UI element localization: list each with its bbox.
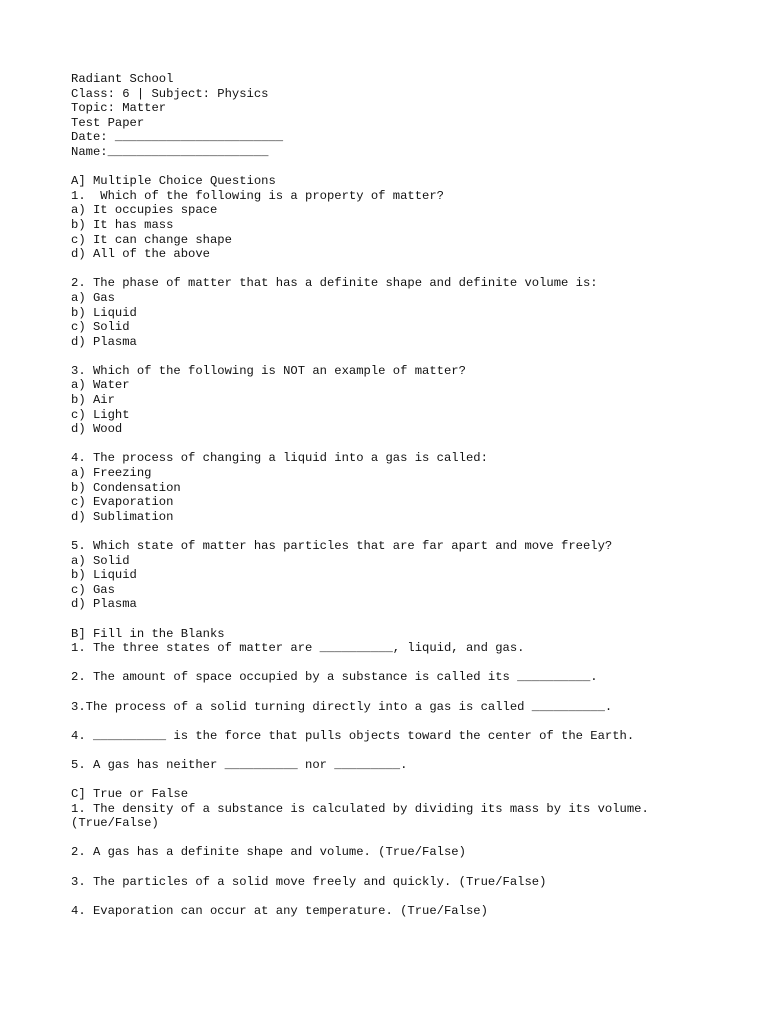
mcq-option: b) Condensation xyxy=(71,480,181,495)
school-name: Radiant School xyxy=(71,72,174,86)
paper-type: Test Paper xyxy=(71,115,145,130)
section-a-title: A] Multiple Choice Questions xyxy=(71,174,276,189)
mcq-question: 4. The process of changing a liquid into a gas is called: xyxy=(71,451,488,466)
mcq-question: 3. Which of the following is NOT an example of matter? xyxy=(71,363,466,378)
spacer xyxy=(71,889,751,904)
mcq-option: b) Liquid xyxy=(71,305,137,320)
spacer xyxy=(71,437,751,452)
spacer xyxy=(71,714,751,729)
mcq-option: c) Evaporation xyxy=(71,495,174,510)
spacer xyxy=(71,773,751,788)
mcq-option: a) Water xyxy=(71,378,130,393)
spacer xyxy=(71,743,751,758)
mcq-question: 2. The phase of matter that has a definite shape and definite volume is: xyxy=(71,276,598,291)
mcq-option: b) Air xyxy=(71,393,115,408)
true-false-item: 2. A gas has a definite shape and volume. (True/False) xyxy=(71,845,466,860)
true-false-item: 3. The particles of a solid move freely and quickly. (True/False) xyxy=(71,874,547,889)
true-false-item: 1. The density of a substance is calculated by dividing its mass by its volume. xyxy=(71,801,649,816)
section-b-title: B] Fill in the Blanks xyxy=(71,626,225,641)
spacer xyxy=(71,656,751,671)
fill-blank-item: 3.The process of a solid turning directly into a gas is called __________. xyxy=(71,699,613,714)
fill-blank-item: 1. The three states of matter are __________, liquid, and gas. xyxy=(71,641,525,656)
true-false-item: 4. Evaporation can occur at any temperature. (True/False) xyxy=(71,903,488,918)
mcq-option: d) All of the above xyxy=(71,247,210,262)
mcq-option: d) Sublimation xyxy=(71,509,174,524)
mcq-option: c) Gas xyxy=(71,582,115,597)
mcq-option: a) Freezing xyxy=(71,466,152,481)
mcq-option: a) Gas xyxy=(71,290,115,305)
name-field: Name:______________________ xyxy=(71,144,269,159)
mcq-question: 5. Which state of matter has particles that are far apart and move freely? xyxy=(71,539,613,553)
mcq-option: d) Wood xyxy=(71,422,123,437)
mcq-option: b) It has mass xyxy=(71,217,174,232)
date-field: Date: _______________________ xyxy=(71,130,284,145)
section-c-title: C] True or False xyxy=(71,787,189,802)
fill-blank-item: 5. A gas has neither __________ nor _________. xyxy=(71,757,408,772)
mcq-option: d) Plasma xyxy=(71,597,137,612)
spacer xyxy=(71,262,751,277)
topic: Topic: Matter xyxy=(71,101,167,116)
spacer xyxy=(71,524,751,539)
spacer xyxy=(71,831,751,846)
fill-blank-item: 4. __________ is the force that pulls objects toward the center of the Earth. xyxy=(71,728,635,743)
spacer xyxy=(71,685,751,700)
mcq-question: 1. Which of the following is a property of matter? xyxy=(71,188,444,203)
fill-blank-item: 2. The amount of space occupied by a substance is called its __________. xyxy=(71,670,598,685)
true-false-item-continued: (True/False) xyxy=(71,816,159,831)
class-subject: Class: 6 | Subject: Physics xyxy=(71,86,269,101)
spacer xyxy=(71,160,751,175)
mcq-option: b) Liquid xyxy=(71,568,137,583)
spacer xyxy=(71,349,751,364)
mcq-option: c) Solid xyxy=(71,320,130,335)
mcq-option: c) Light xyxy=(71,407,130,422)
spacer xyxy=(71,860,751,875)
mcq-option: d) Plasma xyxy=(71,334,137,349)
mcq-option: a) Solid xyxy=(71,553,130,568)
mcq-option: c) It can change shape xyxy=(71,232,232,247)
test-paper xyxy=(71,72,751,918)
spacer xyxy=(71,612,751,627)
mcq-option: a) It occupies space xyxy=(71,203,218,218)
